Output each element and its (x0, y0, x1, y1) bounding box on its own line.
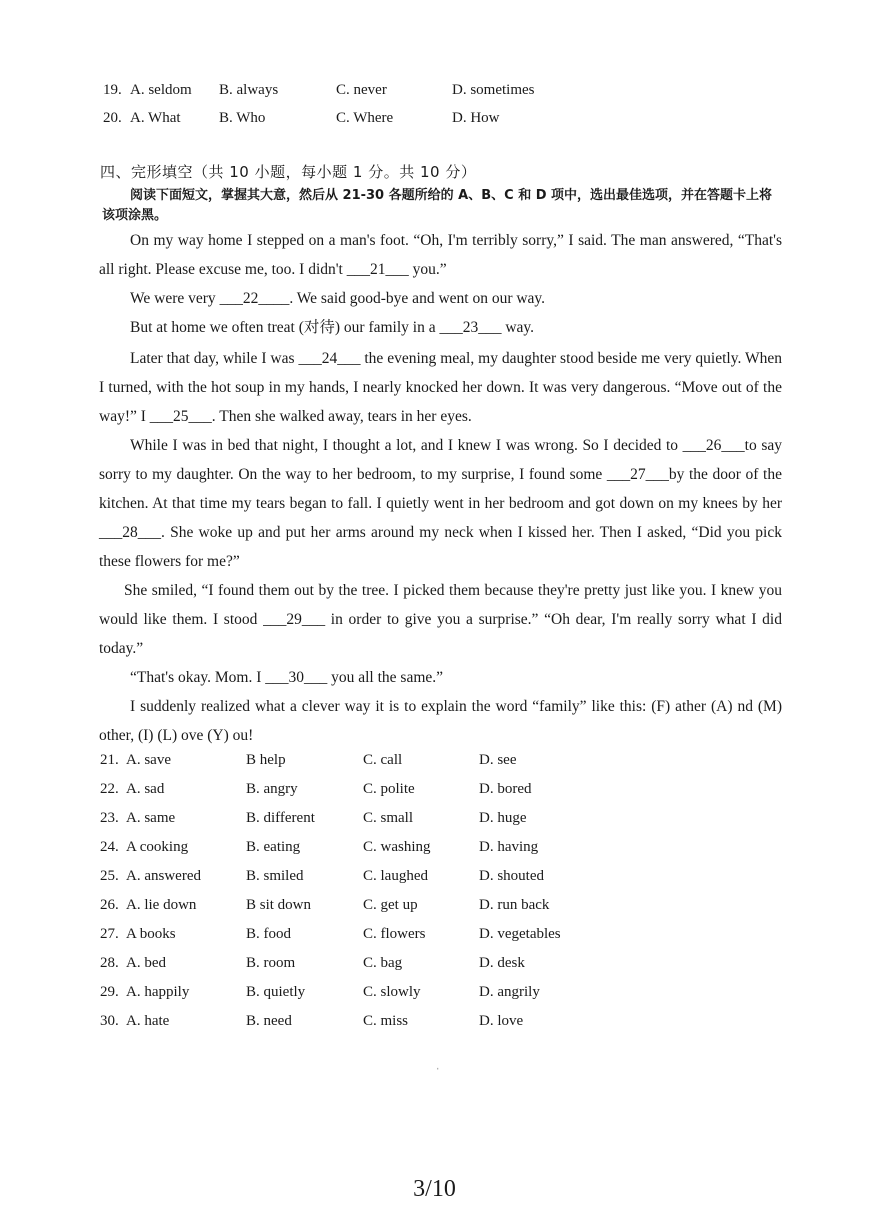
question-number: 23. (100, 810, 119, 826)
text: . We said good-bye and went on our way. (289, 290, 546, 307)
text: On my way home I stepped on a man's foot. “Oh, I'm terribly sorry,” I said. The man answered, “That's all right. Please excuse me, too. I didn't (99, 232, 782, 278)
option-d: D. run back (479, 897, 550, 913)
paragraph-8: I suddenly realized what a clever way it is to explain the word “family” like this: (F) ather (A) nd (M) other, (I) (L) ove (Y) ou! (99, 698, 782, 744)
option-a: A. save (126, 752, 171, 768)
text: We were very (130, 290, 220, 307)
text: . She woke up and put her arms around my neck when I kissed her. Then I asked, “Did you pick these flowers for me?” (99, 524, 782, 570)
option-b: B. eating (246, 839, 301, 855)
option-c: C. flowers (363, 926, 426, 942)
text: to say sorry to my daughter. On the way to her bedroom, to my surprise, I found some (99, 437, 783, 483)
option-c: C. miss (363, 1013, 409, 1029)
option-c: C. bag (363, 955, 403, 971)
question-number: 21. (100, 752, 119, 768)
option-d: D. bored (479, 781, 532, 797)
option-a: A. same (126, 810, 176, 826)
option-c: C. get up (363, 897, 418, 913)
option-d: D. love (479, 1013, 524, 1029)
text: But at home we often treat (对待) our family in a (130, 319, 440, 336)
option-a: A. happily (126, 984, 190, 1000)
option-b: B. Who (219, 110, 266, 126)
option-a: A. answered (126, 868, 201, 884)
option-c: C. small (363, 810, 414, 826)
text: the evening meal, my daughter stood beside me very quietly. When I turned, with the hot soup in my hands, I nearly knocked her down. It was very dangerous. “Move out of the way!” I (99, 350, 782, 425)
text: way. (501, 319, 535, 336)
option-c: C. slowly (363, 984, 421, 1000)
question-number: 28. (100, 955, 119, 971)
question-number: 26. (100, 897, 119, 913)
option-a: A. sad (126, 781, 165, 797)
option-d: D. angrily (479, 984, 540, 1000)
option-d: D. desk (479, 955, 525, 971)
blank-22: ___22____ (219, 290, 290, 307)
option-a: A. What (130, 110, 181, 126)
option-a: A books (126, 926, 176, 942)
option-b: B. quietly (246, 984, 306, 1000)
question-number: 20. (103, 110, 122, 126)
option-b: B. always (219, 82, 279, 98)
option-b: B. need (246, 1013, 292, 1029)
option-a: A cooking (126, 839, 189, 855)
paragraph-7 (99, 663, 782, 692)
option-d: D. shouted (479, 868, 544, 884)
text: by the door of the kitchen. At that time my tears began to fall. I quietly went in her bedroom and got down on my knees by her (99, 466, 782, 512)
question-number: 27. (100, 926, 119, 942)
paragraph-4 (99, 344, 782, 431)
option-c: C. call (363, 752, 403, 768)
option-d: D. sometimes (452, 82, 535, 98)
paragraph-6 (99, 576, 782, 663)
option-d: D. How (452, 110, 500, 126)
blank-26: ___26___ (682, 437, 745, 454)
text: . Then she walked away, tears in her eyes. (211, 408, 472, 425)
option-b: B. room (246, 955, 296, 971)
question-number: 29. (100, 984, 119, 1000)
question-number: 30. (100, 1013, 119, 1029)
text: Later that day, while I was (130, 350, 299, 367)
question-number: 24. (100, 839, 119, 855)
text: you all the same.” (327, 669, 444, 686)
text: She smiled, “I found them out by the tree. I picked them because they're pretty just like you. I knew you would like them. I stood (99, 582, 782, 628)
option-d: D. having (479, 839, 539, 855)
paragraph-5 (99, 431, 782, 576)
text: in order to give you a surprise.” “Oh dear, I'm really sorry what I did today.” (99, 611, 782, 657)
option-b: B sit down (246, 897, 312, 913)
text: While I was in bed that night, I thought a lot, and I knew I was wrong. So I decided to (130, 437, 683, 454)
option-b: B. smiled (246, 868, 304, 884)
page-number: 3/10 (413, 1176, 456, 1202)
section-title: 四、完形填空（共 10 小题，每小题 1 分。共 10 分） (100, 163, 477, 181)
blank-30: ___30___ (265, 669, 328, 686)
option-d: D. see (479, 752, 517, 768)
option-a: A. hate (126, 1013, 170, 1029)
blank-25: ___25___ (149, 408, 212, 425)
blank-28: ___28___ (99, 524, 161, 541)
option-c: C. Where (336, 110, 394, 126)
scan-mark: ˌ (436, 1058, 440, 1070)
blank-29: ___29___ (263, 611, 326, 628)
question-number: 22. (100, 781, 119, 797)
blank-24: ___24___ (298, 350, 361, 367)
option-c: C. never (336, 82, 387, 98)
option-b: B. different (246, 810, 315, 826)
option-a: A. bed (126, 955, 166, 971)
blank-21: ___21___ (346, 261, 409, 278)
text: you.” (408, 261, 447, 278)
option-b: B. food (246, 926, 291, 942)
option-c: C. washing (363, 839, 431, 855)
section-instructions: 阅读下面短文，掌握其大意，然后从 21-30 各题所给的 A、B、C 和 D 项中，选出最佳选项，并在答题卡上将该项涂黑。 (102, 188, 773, 223)
option-a: A. lie down (126, 897, 197, 913)
paragraph-1 (99, 226, 782, 284)
paragraph-2 (99, 284, 782, 313)
question-number: 25. (100, 868, 119, 884)
paragraph-3 (99, 313, 782, 342)
option-c: C. polite (363, 781, 415, 797)
question-number: 19. (103, 82, 122, 98)
option-b: B. angry (246, 781, 298, 797)
text: “That's okay. Mom. I (130, 669, 266, 686)
option-d: D. vegetables (479, 926, 561, 942)
blank-23: ___23___ (439, 319, 502, 336)
option-b: B help (246, 752, 286, 768)
option-a: A. seldom (130, 82, 192, 98)
cloze-passage (99, 226, 782, 750)
option-d: D. huge (479, 810, 527, 826)
option-c: C. laughed (363, 868, 428, 884)
blank-27: ___27___ (606, 466, 669, 483)
